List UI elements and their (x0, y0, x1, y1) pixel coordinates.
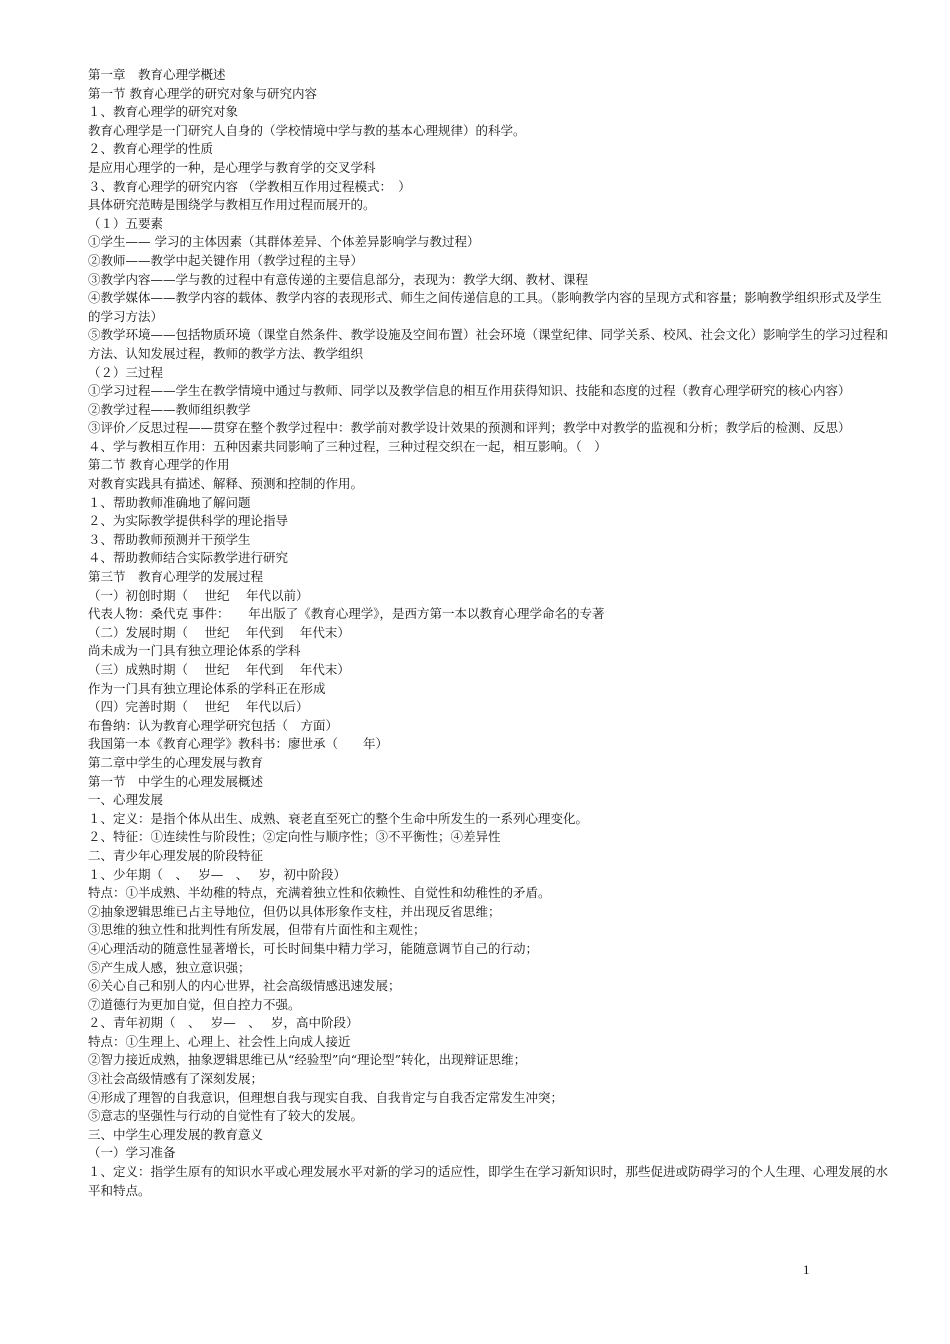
text-line: ③思维的独立性和批判性有所发展，但带有片面性和主观性； (88, 922, 426, 938)
text-line: 是应用心理学的一种，是心理学与教育学的交叉学科 (88, 159, 376, 175)
text-line: （２）三过程 (88, 364, 164, 380)
document-body (88, 66, 888, 1200)
text-line: （二）发展时期（ 世纪 年代到 年代末） (88, 624, 350, 640)
text-line: 我国第一本《教育心理学》教科书：廖世承（ 年） (88, 736, 389, 752)
text-line: 布鲁纳：认为教育心理学研究包括（ 方面） (88, 717, 339, 733)
text-line: ①学习过程——学生在教学情境中通过与教师、同学以及教学信息的相互作用获得知识、技能和态度的过程（教育心理学研究的核心内容） (88, 383, 851, 399)
text-line: ３、教育心理学的研究内容 （学教相互作用过程模式： ） (88, 178, 411, 194)
text-line: ②抽象逻辑思维已占主导地位，但仍以具体形象作支柱，并出现反省思维； (88, 903, 501, 919)
text-line: 作为一门具有独立理论体系的学科正在形成 (88, 680, 326, 696)
text-line: 二、青少年心理发展的阶段特征 (88, 847, 264, 863)
text-line: 第一节 中学生的心理发展概述 (88, 773, 264, 789)
text-line: ④教学媒体——教学内容的载体、教学内容的表现形式、师生之间传递信息的工具。（影响教学内容的呈现方式和容量；影响教学组织形式及学生的学习方法） (88, 290, 882, 324)
text-line: （一）学习准备 (88, 1145, 176, 1161)
text-line: 第二章中学生的心理发展与教育 (88, 754, 264, 770)
text-line: （三）成熟时期（ 世纪 年代到 年代末） (88, 662, 350, 677)
text-line: ⑤产生成人感，独立意识强； (88, 959, 251, 975)
text-line: ２、为实际教学提供科学的理论指导 (88, 513, 289, 529)
text-line: ②智力接近成熟，抽象逻辑思维已从“经验型”向“理论型”转化，出现辩证思维； (88, 1052, 527, 1068)
text-line: 第二节 教育心理学的作用 (88, 457, 230, 473)
text-line: ⑦道德行为更加自觉，但自控力不强。 (88, 996, 301, 1012)
text-line: ③教学内容——学与教的过程中有意传递的主要信息部分，表现为：教学大纲、教材、课程 (88, 271, 589, 287)
text-line: １、帮助教师准确地了解问题 (88, 494, 251, 510)
text-line: （一）初创时期（ 世纪 年代以前） (88, 587, 309, 603)
text-line: ２、青年初期（ 、 岁— 、 岁，高中阶段） (88, 1015, 359, 1031)
text-line: 第三节 教育心理学的发展过程 (88, 569, 264, 585)
text-line: ⑥关心自己和别人的内心世界，社会高级情感迅速发展； (88, 978, 401, 994)
text-line: ４、学与教相互作用：五种因素共同影响了三种过程，三种过程交织在一起，相互影响。（ ） (88, 438, 607, 454)
text-line: １、教育心理学的研究对象 (88, 104, 239, 120)
text-line: 教育心理学是一门研究人自身的（学校情境中学与教的基本心理规律）的科学。 (88, 122, 526, 138)
text-line: （１）五要素 (88, 215, 164, 231)
text-line: ２、教育心理学的性质 (88, 141, 214, 157)
text-line: 一、心理发展 (88, 792, 164, 808)
text-line: （四）完善时期（ 世纪 年代以后） (88, 699, 309, 715)
text-line: ③评价／反思过程——贯穿在整个教学过程中：教学前对教学设计效果的预测和评判；教学中对教学的监视和分析；教学后的检测、反思） (88, 420, 851, 436)
text-line: ①学生—— 学习的主体因素（其群体差异、个体差异影响学与教过程） (88, 234, 480, 250)
text-line: ⑤教学环境——包括物质环境（课堂自然条件、教学设施及空间布置）社会环境（课堂纪律、同学关系、校风、社会文化）影响学生的学习过程和方法、认知发展过程，教师的教学方法、教学组织 (88, 327, 889, 361)
text-line: 第一节 教育心理学的研究对象与研究内容 (88, 85, 317, 101)
text-line: 第一章 教育心理学概述 (88, 67, 226, 82)
text-line: ⑤意志的坚强性与行动的自觉性有了较大的发展。 (88, 1108, 364, 1124)
text-line: ④形成了理智的自我意识，但理想自我与现实自我、自我肯定与自我否定常发生冲突； (88, 1089, 564, 1105)
page-number: 1 (803, 1262, 810, 1277)
text-line: ②教学过程——教师组织教学 (88, 401, 251, 417)
text-line: １、少年期（ 、 岁— 、 岁，初中阶段） (88, 866, 346, 882)
text-line: 特点：①生理上、心理上、社会性上向成人接近 (88, 1033, 351, 1049)
text-line: 对教育实践具有描述、解释、预测和控制的作用。 (88, 476, 364, 492)
text-line: ②教师——教学中起关键作用（教学过程的主导） (88, 252, 364, 268)
text-line: 三、中学生心理发展的教育意义 (88, 1126, 264, 1142)
text-line: ３、帮助教师预测并干预学生 (88, 531, 251, 547)
text-line: 代表人物：桑代克 事件： 年出版了《教育心理学》，是西方第一本以教育心理学命名的专著 (88, 606, 605, 622)
text-line: ④心理活动的随意性显著增长，可长时间集中精力学习，能随意调节自己的行动； (88, 940, 539, 956)
text-line: １、定义：指学生原有的知识水平或心理发展水平对新的学习的适应性，即学生在学习新知识时，那些促进或防碍学习的个人生理、心理发展的水平和特点。 (88, 1164, 889, 1198)
text-line: 尚未成为一门具有独立理论体系的学科 (88, 643, 301, 659)
text-line: 特点：①半成熟、半幼稚的特点，充满着独立性和依赖性、自觉性和幼稚性的矛盾。 (88, 885, 551, 901)
text-line: ２、特征：①连续性与阶段性；②定向性与顺序性；③不平衡性；④差异性 (88, 829, 501, 845)
text-line: ４、帮助教师结合实际教学进行研究 (88, 550, 289, 566)
text-line: 具体研究范畴是围绕学与教相互作用过程而展开的。 (88, 197, 376, 213)
text-line: ③社会高级情感有了深刻发展； (88, 1071, 264, 1087)
text-line: １、定义：是指个体从出生、成熟、衰老直至死亡的整个生命中所发生的一系列心理变化。 (88, 810, 589, 826)
